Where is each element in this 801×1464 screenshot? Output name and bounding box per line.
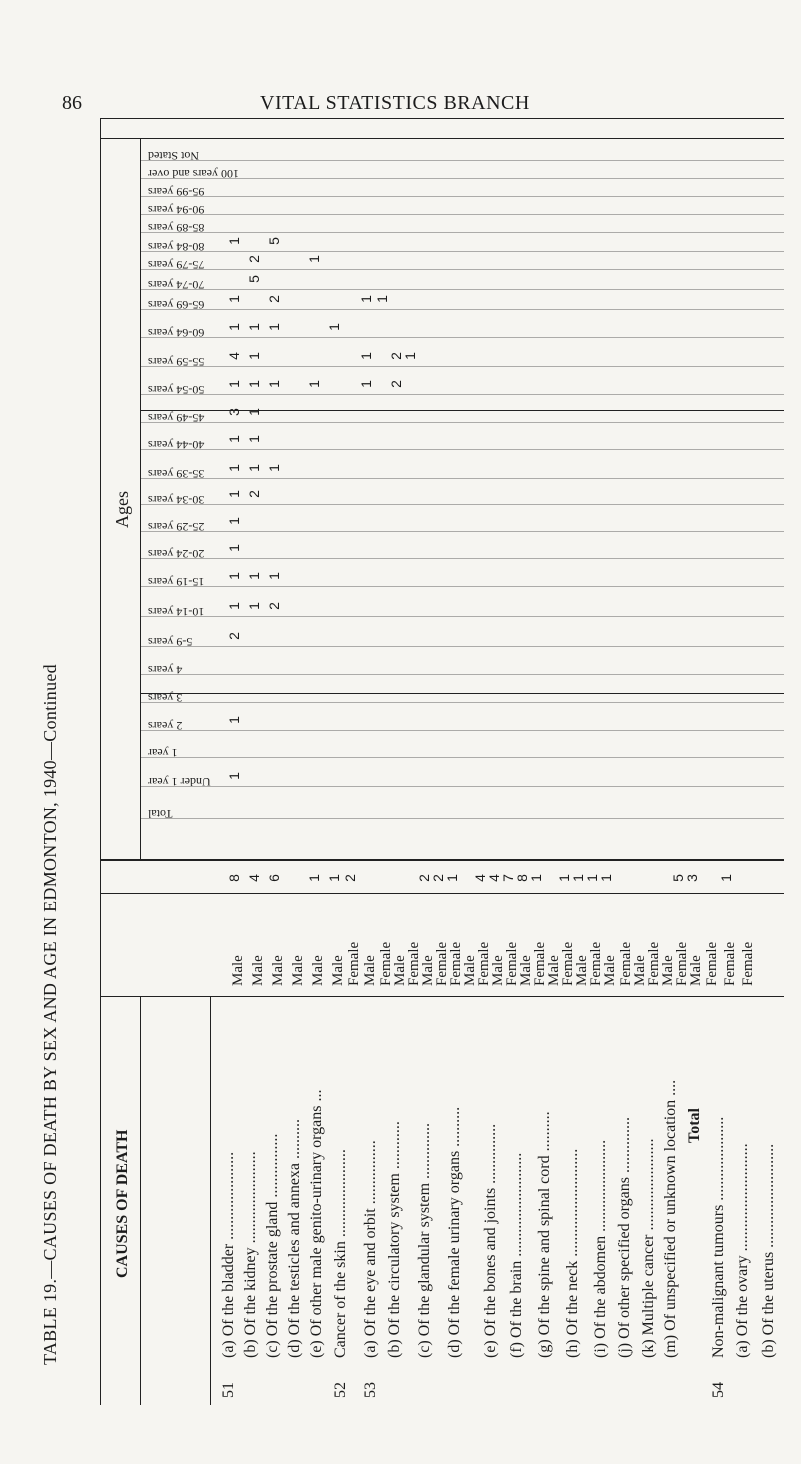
sex-label: Male [230, 955, 246, 986]
rule-header-bottom [100, 859, 784, 861]
total-value: 4 [245, 874, 262, 882]
total-value: 7 [499, 874, 516, 882]
age-header: 25-29 years [148, 520, 205, 534]
total-value: 6 [265, 874, 282, 882]
sex-label: Female [740, 941, 756, 986]
age-header: Not Stated [148, 149, 199, 163]
age-header: 60-64 years [148, 326, 205, 340]
age-row-rule [140, 251, 784, 252]
cell-value: 1 [245, 352, 262, 360]
age-row-rule [140, 586, 784, 587]
age-row-rule [140, 757, 784, 758]
cell-value: 1 [225, 544, 242, 552]
total-value: 2 [341, 874, 358, 882]
cell-value: 1 [245, 602, 262, 610]
sex-label: Male [330, 955, 346, 986]
sex-label: Male [392, 955, 408, 986]
cell-value: 2 [225, 632, 242, 640]
age-row-rule [140, 702, 784, 703]
age-header: 95-99 years [148, 185, 205, 199]
cell-value: 1 [225, 517, 242, 525]
cause-label: (h) Of the neck ........................... [564, 1148, 581, 1358]
cause-label: (b) Of the uterus .......................... [760, 1143, 777, 1358]
age-row-rule [140, 422, 784, 423]
age-header: 15-19 years [148, 575, 205, 589]
age-row-rule [140, 337, 784, 338]
cell-value: 1 [401, 352, 418, 360]
sex-label: Male [362, 955, 378, 986]
cause-label: (k) Multiple cancer ....................... [640, 1138, 657, 1358]
rule-group-2 [140, 693, 784, 694]
cause-number: 51 [220, 1382, 237, 1398]
age-header: Total [148, 807, 173, 821]
sex-label: Female [434, 941, 450, 986]
cause-label: (g) Of the spine and spinal cord .......... [536, 1111, 553, 1358]
cause-number: 54 [710, 1382, 727, 1398]
sex-label: Male [546, 955, 562, 986]
age-header: 70-74 years [148, 278, 205, 292]
sex-label: Male [290, 955, 306, 986]
cause-label: (f) Of the brain .......................... [508, 1152, 525, 1358]
age-row-rule [140, 730, 784, 731]
age-row-rule [140, 366, 784, 367]
total-value: 1 [569, 874, 586, 882]
cell-value: 1 [265, 572, 282, 580]
total-value: 2 [415, 874, 432, 882]
rule-sex-bottom [100, 996, 784, 997]
cause-label: (b) Of the circulatory system ............ [386, 1121, 403, 1358]
cell-value: 4 [225, 352, 242, 360]
age-header: 65-69 years [148, 298, 205, 312]
cell-value: 1 [225, 295, 242, 303]
cell-value: 1 [225, 435, 242, 443]
cell-value: 1 [225, 572, 242, 580]
age-header: 55-59 years [148, 355, 205, 369]
cell-value: 1 [305, 380, 322, 388]
sex-label: Female [674, 941, 690, 986]
total-value: 1 [717, 874, 734, 882]
age-row-rule [140, 232, 784, 233]
cell-value: 1 [245, 572, 262, 580]
age-header: 1 year [148, 746, 178, 760]
sex-label: Female [560, 941, 576, 986]
sex-label: Male [250, 955, 266, 986]
cause-label: (m) Of unspecified or unknown location .... [662, 1079, 679, 1358]
age-row-rule [140, 178, 784, 179]
cause-number: 53 [362, 1382, 379, 1398]
rule-top [100, 118, 784, 119]
rule-causes-divider [140, 997, 141, 1405]
age-header: 4 years [148, 663, 183, 677]
sex-label: Female [722, 941, 738, 986]
total-value: 1 [527, 874, 544, 882]
sex-label: Male [688, 955, 704, 986]
cell-value: 1 [225, 602, 242, 610]
age-row-rule [140, 394, 784, 395]
cell-value: 5 [245, 275, 262, 283]
cell-value: 3 [225, 408, 242, 416]
page-number: 86 [62, 92, 82, 114]
age-row-rule [140, 478, 784, 479]
sex-label: Male [574, 955, 590, 986]
sex-label: Female [588, 941, 604, 986]
cause-label: Total [686, 1108, 703, 1143]
cell-value: 1 [225, 772, 242, 780]
total-value: 1 [597, 874, 614, 882]
total-value: 1 [325, 874, 342, 882]
age-header: 100 years and over [148, 167, 239, 181]
cause-label: (a) Of the bladder ...................... [220, 1151, 237, 1358]
sex-label: Male [632, 955, 648, 986]
sex-label: Female [448, 941, 464, 986]
cell-value: 1 [265, 464, 282, 472]
rule-ages-divider [140, 138, 141, 860]
sex-label: Male [660, 955, 676, 986]
cause-label: (d) Of the testicles and annexa .......... [286, 1118, 303, 1358]
sex-label: Female [646, 941, 662, 986]
sex-label: Male [490, 955, 506, 986]
sex-label: Male [270, 955, 286, 986]
age-row-rule [140, 449, 784, 450]
age-row-rule [140, 196, 784, 197]
sex-label: Female [618, 941, 634, 986]
age-row-rule [140, 214, 784, 215]
age-row-rule [140, 616, 784, 617]
causes-label: CAUSES OF DEATH [114, 1129, 131, 1278]
total-value: 3 [683, 874, 700, 882]
total-value: 1 [555, 874, 572, 882]
cell-value: 1 [265, 380, 282, 388]
cause-label: Non-malignant tumours ..................... [710, 1116, 727, 1358]
total-value: 5 [669, 874, 686, 882]
cause-label: (b) Of the kidney ....................... [242, 1151, 259, 1358]
age-row-rule [140, 269, 784, 270]
age-header: 5-9 years [148, 635, 193, 649]
cell-value: 1 [225, 237, 242, 245]
cell-value: 1 [225, 464, 242, 472]
cause-label: (c) Of the glandular system .............. [416, 1122, 433, 1358]
total-value: 8 [225, 874, 242, 882]
cell-value: 2 [265, 602, 282, 610]
cause-label: (e) Of the bones and joints ............... [482, 1123, 499, 1358]
age-header: 2 years [148, 719, 183, 733]
cause-label: (a) Of the ovary ........................... [734, 1143, 751, 1358]
sex-label: Male [518, 955, 534, 986]
age-row-rule [140, 309, 784, 310]
age-row-rule [140, 160, 784, 161]
age-header: 30-34 years [148, 493, 205, 507]
cell-value: 2 [245, 490, 262, 498]
cell-value: 1 [325, 323, 342, 331]
cell-value: 1 [357, 352, 374, 360]
running-header: VITAL STATISTICS BRANCH [260, 92, 530, 114]
cell-value: 1 [225, 490, 242, 498]
age-header: 3 years [148, 691, 183, 705]
ages-label: Ages [112, 491, 132, 528]
age-header: Under 1 year [148, 775, 211, 789]
age-header: 90-94 years [148, 203, 205, 217]
age-row-rule [140, 786, 784, 787]
cell-value: 1 [245, 408, 262, 416]
sex-label: Female [406, 941, 422, 986]
age-header: 35-39 years [148, 467, 205, 481]
cell-value: 1 [245, 380, 262, 388]
age-header: 40-44 years [148, 438, 205, 452]
age-row-rule [140, 558, 784, 559]
rule-number-divider [210, 997, 211, 1405]
sex-label: Female [532, 941, 548, 986]
cell-value: 2 [265, 295, 282, 303]
age-header: 45-49 years [148, 411, 205, 425]
sex-label: Male [462, 955, 478, 986]
cell-value: 2 [387, 352, 404, 360]
cell-value: 1 [245, 464, 262, 472]
sex-label: Male [420, 955, 436, 986]
sex-label: Male [602, 955, 618, 986]
cell-value: 1 [265, 323, 282, 331]
cause-label: (e) Of other male genito-urinary organs ... [308, 1089, 325, 1358]
cause-label: Cancer of the skin ...................... [332, 1149, 349, 1358]
cell-value: 1 [245, 323, 262, 331]
cell-value: 2 [387, 380, 404, 388]
age-row-rule [140, 504, 784, 505]
total-value: 1 [583, 874, 600, 882]
rule-left [100, 118, 101, 1405]
age-header: 10-14 years [148, 605, 205, 619]
cell-value: 1 [225, 716, 242, 724]
cell-value: 1 [225, 323, 242, 331]
age-row-rule [140, 531, 784, 532]
cause-label: (c) Of the prostate gland ................ [264, 1133, 281, 1358]
total-value: 2 [429, 874, 446, 882]
age-header: 85-89 years [148, 221, 205, 235]
rule-header-label [100, 138, 784, 139]
cell-value: 2 [245, 255, 262, 263]
age-row-rule [140, 674, 784, 675]
cell-value: 1 [373, 295, 390, 303]
age-header: 75-79 years [148, 258, 205, 272]
cause-label: (d) Of the female urinary organs .......... [446, 1106, 463, 1358]
total-value: 1 [305, 874, 322, 882]
age-header: 20-24 years [148, 547, 205, 561]
age-row-rule [140, 646, 784, 647]
cause-label: (i) Of the abdomen ....................... [592, 1139, 609, 1358]
total-value: 4 [485, 874, 502, 882]
total-value: 4 [471, 874, 488, 882]
sex-label: Female [378, 941, 394, 986]
cause-number: 52 [332, 1382, 349, 1398]
cell-value: 1 [225, 380, 242, 388]
sex-label: Female [346, 941, 362, 986]
sex-label: Female [504, 941, 520, 986]
cell-value: 1 [357, 295, 374, 303]
age-header: 80-84 years [148, 240, 205, 254]
sex-label: Female [704, 941, 720, 986]
table-title: TABLE 19.—CAUSES OF DEATH BY SEX AND AGE IN EDMONTON, 1940—Continued [40, 664, 60, 1365]
total-value: 8 [513, 874, 530, 882]
cause-label: (a) Of the eye and orbit ................ [362, 1140, 379, 1358]
cell-value: 1 [305, 255, 322, 263]
sex-label: Male [310, 955, 326, 986]
total-value: 1 [443, 874, 460, 882]
rule-total-bottom [100, 893, 784, 894]
cause-label: (j) Of other specified organs .............. [616, 1117, 633, 1358]
age-row-rule [140, 818, 784, 819]
cell-value: 1 [245, 435, 262, 443]
age-row-rule [140, 289, 784, 290]
age-header: 50-54 years [148, 383, 205, 397]
sex-label: Female [476, 941, 492, 986]
cell-value: 1 [357, 380, 374, 388]
cell-value: 5 [265, 237, 282, 245]
data-table [100, 118, 784, 1405]
